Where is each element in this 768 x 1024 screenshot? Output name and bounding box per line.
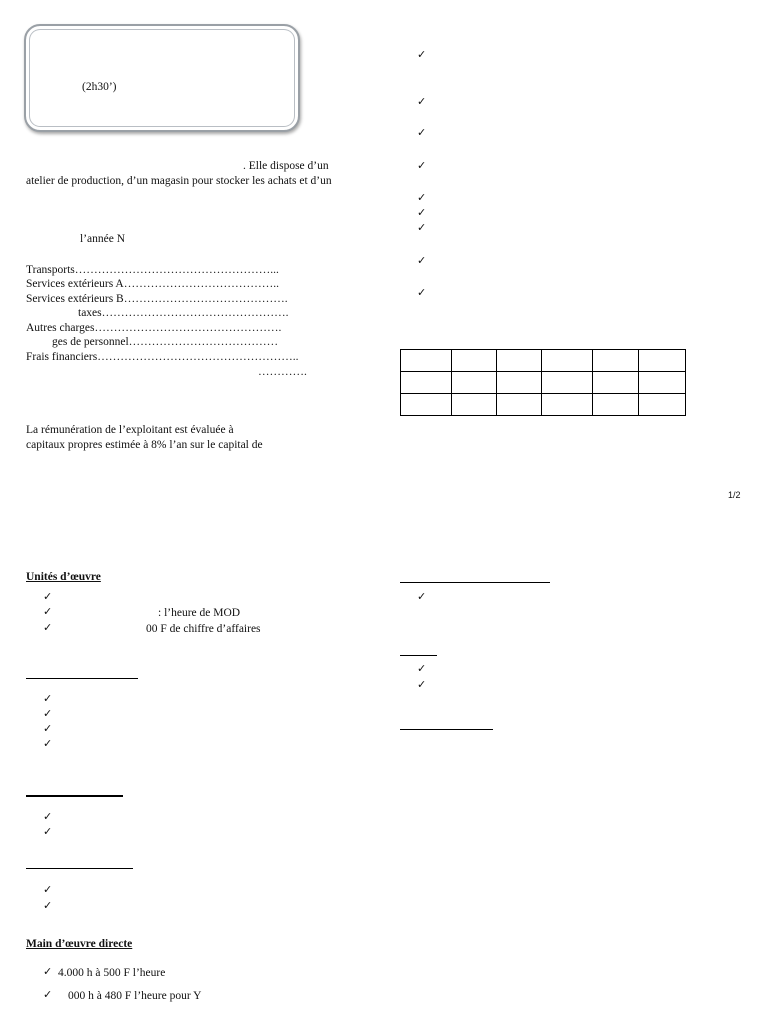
- check-icon: ✓: [417, 254, 427, 267]
- year-label: l’année N: [80, 233, 126, 245]
- check-icon: ✓: [417, 191, 427, 204]
- check-icon: ✓: [43, 899, 53, 912]
- charge-line-taxes: taxes………………………………………….: [78, 307, 289, 319]
- check-icon: ✓: [43, 825, 53, 838]
- charge-line-personnel: ges de personnel…………………………………: [52, 336, 279, 348]
- check-icon: ✓: [417, 95, 427, 108]
- title-box: [24, 24, 300, 132]
- charge-line-services-b: Services extérieurs B…………………………………….: [26, 293, 288, 305]
- remuneration-line-1: La rémunération de l’exploitant est évaluée à: [26, 424, 234, 436]
- section-underline: [400, 582, 550, 583]
- check-icon: ✓: [417, 678, 427, 691]
- check-icon: ✓: [43, 722, 53, 735]
- section-underline: [26, 795, 123, 797]
- mod-heading: Main d’œuvre directe: [26, 938, 133, 950]
- check-icon: ✓: [417, 590, 427, 603]
- check-icon: ✓: [43, 988, 53, 1001]
- check-icon: ✓: [417, 221, 427, 234]
- check-icon: ✓: [43, 605, 53, 618]
- check-icon: ✓: [43, 692, 53, 705]
- section-underline: [26, 868, 133, 869]
- check-icon: ✓: [43, 883, 53, 896]
- charge-line-total: ………….: [258, 366, 307, 378]
- check-icon: ✓: [417, 286, 427, 299]
- table-row: [401, 372, 686, 394]
- mod-item-1: 4.000 h à 500 F l’heure: [58, 967, 166, 979]
- intro-line-1: . Elle dispose d’un: [243, 160, 329, 172]
- check-icon: ✓: [43, 590, 53, 603]
- units-item-mod: : l’heure de MOD: [158, 607, 241, 619]
- mod-item-2: 000 h à 480 F l’heure pour Y: [68, 990, 202, 1002]
- table-row: [401, 394, 686, 416]
- check-icon: ✓: [43, 737, 53, 750]
- charge-line-services-a: Services extérieurs A…………………………………..: [26, 278, 279, 290]
- duration-label: (2h30’): [82, 81, 117, 93]
- check-icon: ✓: [417, 206, 427, 219]
- check-icon: ✓: [43, 707, 53, 720]
- table-row: [401, 350, 686, 372]
- units-item-ca: 00 F de chiffre d’affaires: [146, 623, 261, 635]
- check-icon: ✓: [43, 965, 53, 978]
- page-number: 1/2: [728, 490, 741, 500]
- check-icon: ✓: [417, 159, 427, 172]
- section-underline: [26, 678, 138, 679]
- check-icon: ✓: [43, 621, 53, 634]
- section-underline: [400, 729, 493, 730]
- charge-line-frais-financiers: Frais financiers……………………………………………..: [26, 351, 299, 363]
- charge-line-transports: Transports……………………………………………...: [26, 264, 279, 276]
- check-icon: ✓: [43, 810, 53, 823]
- check-icon: ✓: [417, 662, 427, 675]
- check-icon: ✓: [417, 48, 427, 61]
- charge-line-autres: Autres charges………………………………………….: [26, 322, 282, 334]
- intro-line-2: atelier de production, d’un magasin pour stocker les achats et d’un: [26, 175, 332, 187]
- empty-table: [400, 349, 686, 416]
- check-icon: ✓: [417, 126, 427, 139]
- section-underline: [400, 655, 437, 656]
- units-heading: Unités d’œuvre: [26, 571, 101, 583]
- remuneration-line-2: capitaux propres estimée à 8% l’an sur le capital de: [26, 439, 263, 451]
